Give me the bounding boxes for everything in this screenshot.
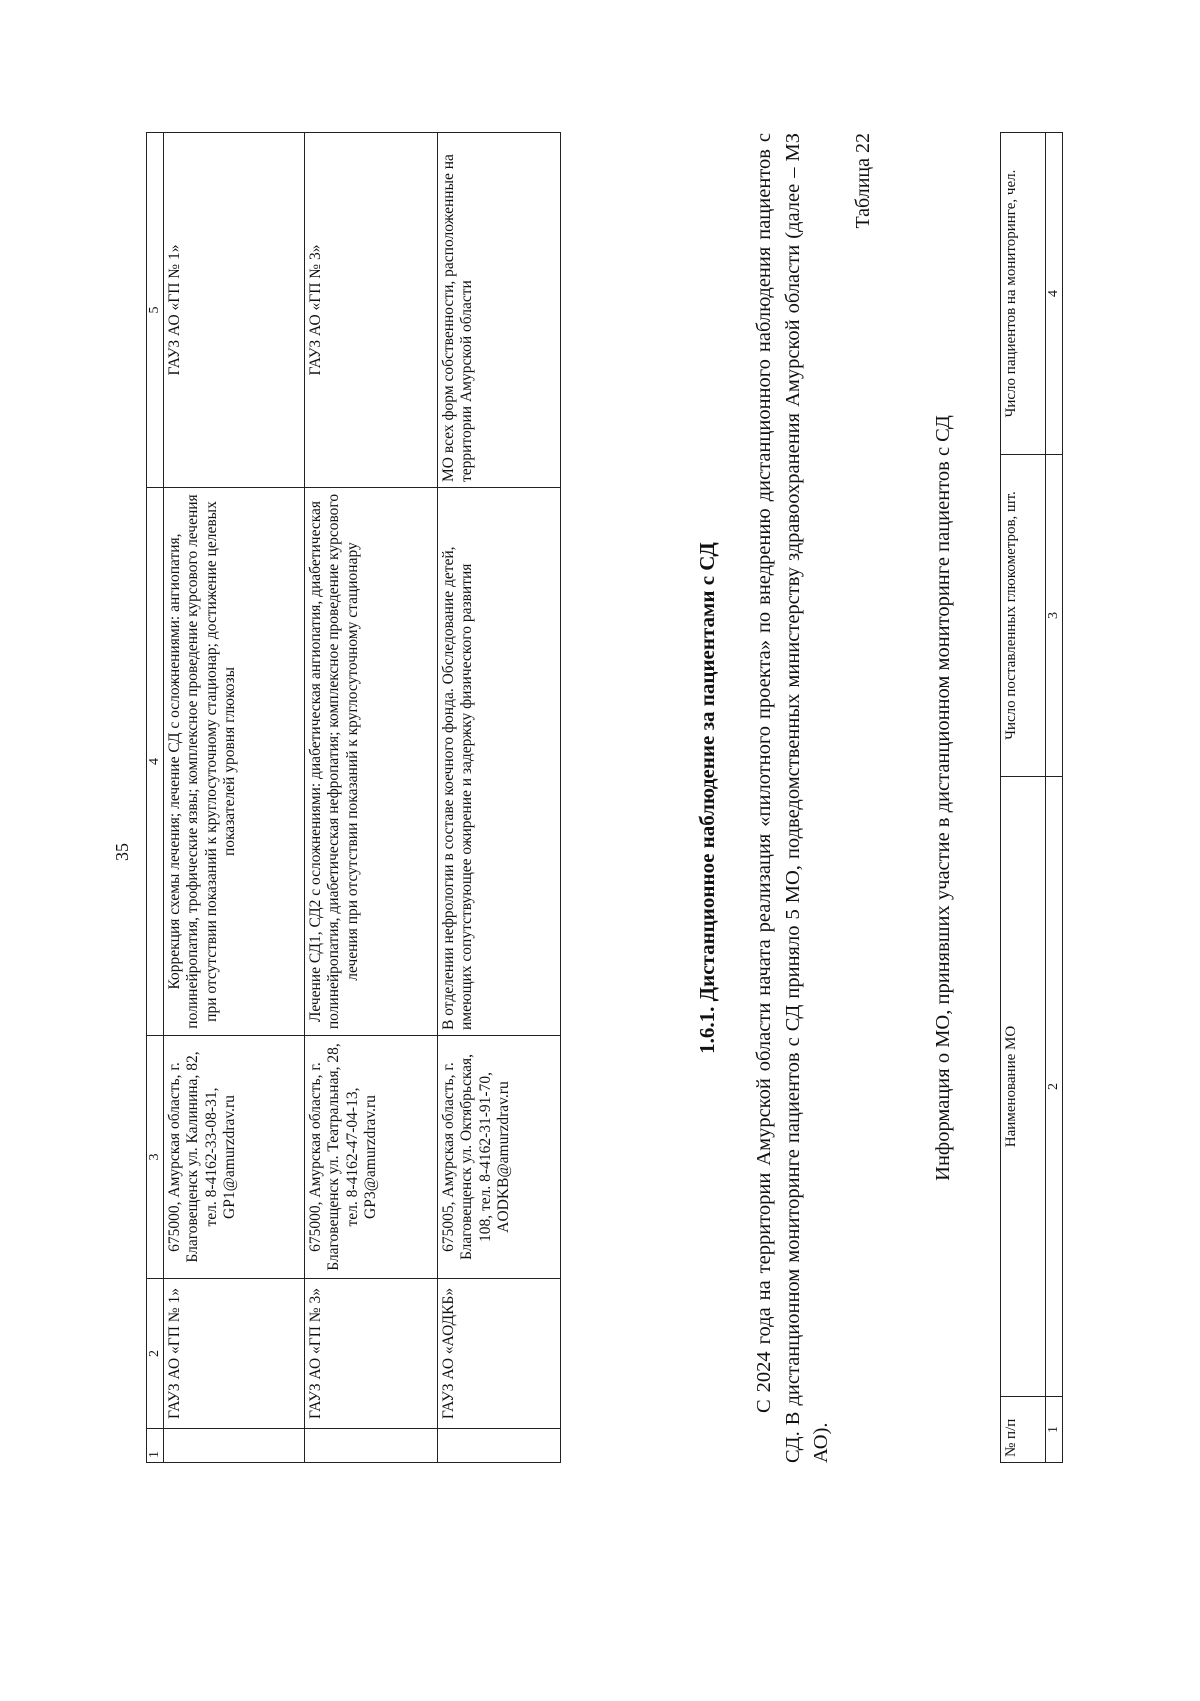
header-cell-number: № п/п (1001, 1397, 1046, 1463)
column-number: 5 (147, 133, 164, 488)
routing-cell: МО всех форм собственности, расположенные на территории Амурской области (438, 133, 561, 488)
mo-name-cell: ГАУЗ АО «АОДКБ» (438, 1279, 561, 1429)
row-index-cell (164, 1429, 305, 1463)
header-cell-patients: Число пациентов на мониторинге, чел. (1001, 133, 1046, 455)
column-number: 2 (1046, 777, 1063, 1397)
column-number-row (1046, 133, 1063, 1463)
row-index-cell (305, 1429, 438, 1463)
table-row (438, 133, 561, 1463)
page-number: 35 (112, 843, 132, 861)
address-cell: 675000, Амурская область, г. Благовещенск ул. Калинина, 82, тел. 8-4162-33-08-31, GP1@amurzdrav.ru (164, 1036, 305, 1279)
column-number: 4 (1046, 133, 1063, 455)
column-number-row (147, 133, 164, 1463)
services-cell: Лечение СД1, СД2 с осложнениями: диабетическая ангиопатия, диабетическая полинейропатия, диабетическая нефропатия; комплексное проведение курсового лечения при отсутствии показаний к круглосуточному стационару (305, 488, 438, 1036)
section-heading: 1.6.1. Дистанционное наблюдение за пациентами с СД (695, 542, 719, 1054)
row-index-cell (438, 1429, 561, 1463)
table-header-row (1001, 133, 1046, 1463)
column-number: 1 (147, 1429, 164, 1463)
table-label: Таблица 22 (852, 133, 874, 229)
table-title: Информация о МО, принявших участие в дистанционном мониторинге пациентов с СД (932, 415, 954, 1181)
table-22 (1000, 132, 1063, 1463)
column-number: 2 (147, 1279, 164, 1429)
table-row (164, 133, 305, 1463)
continuation-table (146, 132, 561, 1463)
routing-cell: ГАУЗ АО «ГП № 3» (305, 133, 438, 488)
column-number: 3 (147, 1036, 164, 1279)
services-cell: Коррекция схемы лечения; лечение СД с осложнениями: ангиопатия, полинейропатия, трофические язвы; комплексное проведение курсового лечения при отсутствии показаний к круглосуточному стационар; достижение целевых показателей уровня глюкозы (164, 488, 305, 1036)
column-number: 1 (1046, 1397, 1063, 1463)
services-cell: В отделении нефрологии в составе коечного фонда. Обследование детей, имеющих сопутствующее ожирение и задержку физического развития (438, 488, 561, 1036)
mo-name-cell: ГАУЗ АО «ГП № 3» (305, 1279, 438, 1429)
table-row (305, 133, 438, 1463)
body-paragraph: С 2024 года на территории Амурской области начата реализация «пилотного проекта» по внедрению дистанционного наблюдения пациентов с СД. В дистанционном мониторинге пациентов с СД приняло 5 МО, подведомственных министерству здравоохранения Амурской области (далее – МЗ АО). (753, 133, 833, 1463)
routing-cell: ГАУЗ АО «ГП № 1» (164, 133, 305, 488)
body-paragraph-container (750, 133, 836, 1463)
header-cell-glucometers: Число поставленных глюкометров, шт. (1001, 455, 1046, 777)
column-number: 4 (147, 488, 164, 1036)
address-cell: 675005, Амурская область, г. Благовещенск ул. Октябрьская, 108, тел. 8-4162-31-91-70, AODKB@amurzdrav.ru (438, 1036, 561, 1279)
address-cell: 675000, Амурская область, г. Благовещенск ул. Театральная, 28, тел. 8-4162-47-04-13, GP3@amurzdrav.ru (305, 1036, 438, 1279)
mo-name-cell: ГАУЗ АО «ГП № 1» (164, 1279, 305, 1429)
header-cell-mo-name: Наименование МО (1001, 777, 1046, 1397)
column-number: 3 (1046, 455, 1063, 777)
